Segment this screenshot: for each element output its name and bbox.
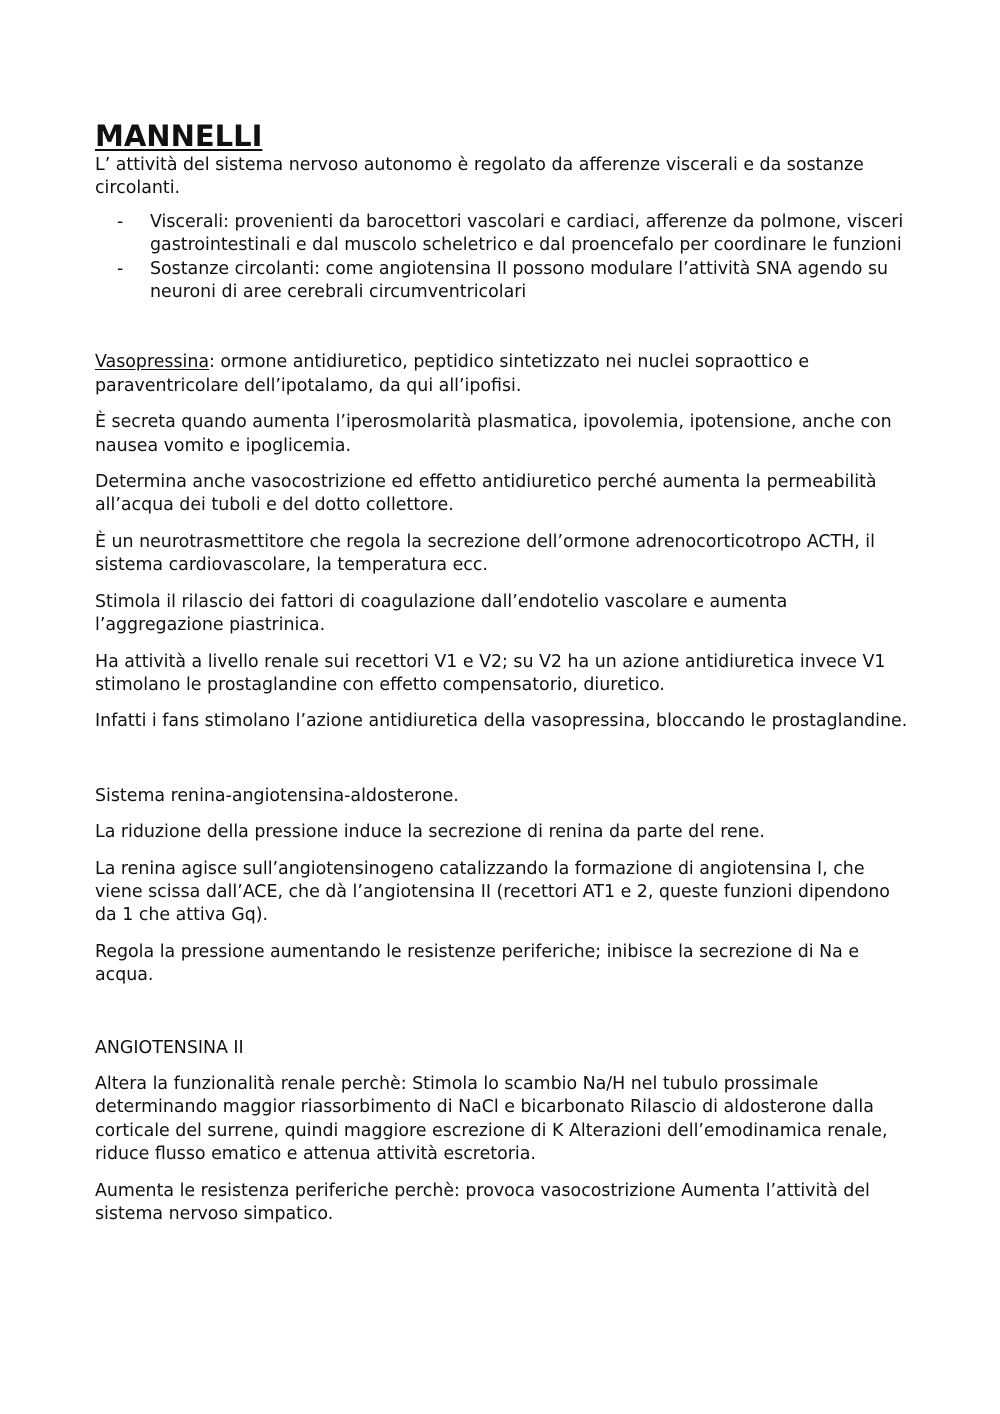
document-page [95, 118, 910, 1239]
spacer [95, 304, 910, 351]
section-heading-angiotensina: ANGIOTENSINA II [95, 1037, 244, 1058]
paragraph: Altera la funzionalità renale perchè: Stimola lo scambio Na/H nel tubulo prossimale determinando maggior riassorbimento di NaCl e bicarbonato Rilascio di aldosterone dalla corticale del surrene, quindi maggiore escrezione di K Alterazioni dell’emodinamica renale, riduce flusso ematico e attenua attività escretoria. [95, 1073, 888, 1165]
paragraph: La renina agisce sull’angiotensinogeno catalizzando la formazione di angiotensina I, che viene scissa dall’ACE, che dà l’angiotensina II (recettori AT1 e 2, queste funzioni dipendono da 1 che attiva Gq). [95, 858, 890, 926]
vasopressina-term: Vasopressina [95, 352, 210, 373]
document-title: MANNELLI [95, 119, 263, 153]
paragraph: Ha attività a livello renale sui recettori V1 e V2; su V2 ha un azione antidiuretica invece V1 stimolano le prostaglandine con effetto compensatorio, diuretico. [95, 651, 886, 695]
paragraph: Determina anche vasocostrizione ed effetto antidiuretico perché aumenta la permeabilità all’acqua dei tuboli e del dotto collettore. [95, 472, 877, 516]
dash-marker: - [117, 258, 124, 279]
vasopressina-definition-text: : ormone antidiuretico, peptidico sintetizzato nei nuclei sopraottico e paraventricolare dell’ipotalamo, da qui all’ipofisi. [95, 352, 810, 396]
vasopressina-definition [95, 351, 910, 398]
section-heading-raa: Sistema renina-angiotensina-aldosterone. [95, 785, 459, 806]
afferent-list [95, 211, 910, 305]
paragraph: Regola la pressione aumentando le resistenze periferiche; inibisce la secrezione di Na e acqua. [95, 941, 860, 986]
list-item [95, 258, 910, 305]
list-item [95, 211, 910, 258]
spacer [95, 747, 910, 785]
paragraph: La riduzione della pressione induce la secrezione di renina da parte del rene. [95, 822, 765, 843]
paragraph: Aumenta le resistenza periferiche perchè: provoca vasocostrizione Aumenta l’attività del sistema nervoso simpatico. [95, 1180, 870, 1224]
paragraph: È un neurotrasmettitore che regola la secrezione dell’ormone adrenocorticotropo ACTH, il sistema cardiovascolare, la temperatura ecc. [95, 531, 875, 576]
paragraph: È secreta quando aumenta l’iperosmolarità plasmatica, ipovolemia, ipotensione, anche con nausea vomito e ipoglicemia. [95, 412, 892, 456]
list-item-text: Viscerali: provenienti da barocettori vascolari e cardiaci, afferenze da polmone, visceri gastrointestinali e dal muscolo scheletrico e dal proencefalo per coordinare le funzioni [150, 211, 904, 256]
paragraph: Infatti i fans stimolano l’azione antidiuretica della vasopressina, bloccando le prostaglandine. [95, 711, 908, 732]
paragraph: Stimola il rilascio dei fattori di coagulazione dall’endotelio vascolare e aumenta l’aggregazione piastrinica. [95, 591, 788, 636]
intro-paragraph: L’ attività del sistema nervoso autonomo è regolato da afferenze viscerali e da sostanze circolanti. [95, 155, 864, 199]
list-item-text: Sostanze circolanti: come angiotensina II possono modulare l’attività SNA agendo su neuroni di aree cerebrali circumventricolari [150, 258, 889, 303]
spacer [95, 1001, 910, 1037]
dash-marker: - [117, 211, 124, 232]
